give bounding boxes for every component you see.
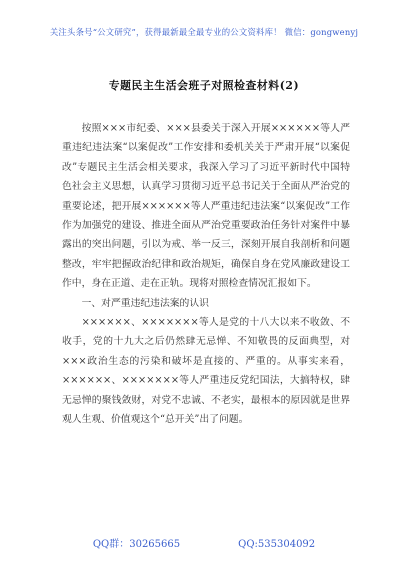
footer-qq-group: QQ群：30265665 [92, 539, 181, 550]
paragraph-analysis: ××××××、×××××××等人是党的十八大以来不收敛、不收手，党的十九大之后仍然肆无忌惮、不知敬畏的反面典型，对×××政治生态的污染和破坏是直接的、严重的。从事实来看，××××××、×××××××等人严重违反党纪国法，大搞特权，肆无忌惮的聚钱敛财，对党不忠诚、不老实，最根本的原因就是世界观人生观、价值观这个“总开关”出了问题。 [62, 317, 350, 426]
section-heading: 一、对严重违纪违法案的认识 [81, 297, 209, 309]
document-body [62, 119, 350, 430]
paragraph-intro: 按照×××市纪委、×××县委关于深入开展××××××等人严重违纪违法案“以案促改”工作安排和委机关关于严肃开展“以案促改”专题民主生活会相关要求，我深入学习了习近平新时代中国特色社会主义思想，认真学习贯彻习近平总书记关于全面从严治党的重要论述，把开展××××××等人严重违纪违法案“以案促改”工作作为加强党的建设、推进全面从严治党重要政治任务针对案件中暴露出的突出问题，引以为戒、举一反三，深刻开展自我剖析和问题整改，牢牢把握政治纪律和政治规矩，确保自身在党风廉政建设工作中，身在正道、走在正轨。现将对照检查情况汇报如下。 [62, 123, 350, 290]
footer-qq-number: QQ:535304092 [238, 539, 316, 550]
header-banner: 关注头条号“公文研究”，获得最新最全最专业的公文资料库！ 微信：gongwenyj [49, 27, 359, 37]
document-title: 专题民主生活会班子对照检查材料(2) [108, 79, 300, 92]
footer-contact [0, 535, 408, 550]
